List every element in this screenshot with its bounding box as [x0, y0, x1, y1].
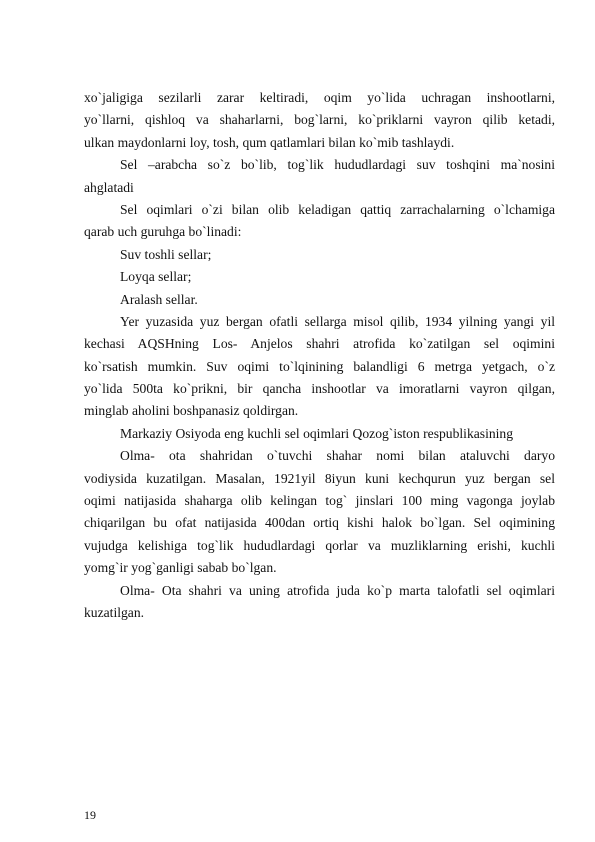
text-line: vujudga kelishiga tog`lik hududlardagi qorlar va muzliklarning erishi, kuchli [84, 537, 555, 553]
text-line: yo`lida 500ta ko`prikni, bir qancha inshootlar va imoratlarni vayron qilgan, [84, 381, 555, 397]
text-line: xo`jaligiga sezilarli zarar keltiradi, oqim yo`lida uchragan inshootlarni, [84, 90, 555, 105]
text-line: Loyqa sellar; [120, 269, 192, 285]
text-line: Sel oqimlari o`zi bilan olib keladigan qattiq zarrachalarning o`lchamiga [120, 201, 555, 217]
text-line: Olma- ota shahridan o`tuvchi shahar nomi bilan ataluvchi daryo [120, 448, 555, 464]
text-line: ahglatadi [84, 179, 134, 195]
text-line: chiqarilgan bu ofat natijasida 400dan ortiq kishi halok bo`lgan. Sel oqimining [84, 515, 555, 531]
text-line: yomg`ir yog`ganligi sabab bo`lgan. [84, 560, 277, 576]
text-line: vodiysida kuzatilgan. Masalan, 1921yil 8iyun kuni kechqurun yuz bergan sel [84, 470, 555, 486]
text-line: Suv toshli sellar; [120, 246, 212, 262]
text-line: Yer yuzasida yuz bergan ofatli sellarga misol qilib, 1934 yilning yangi yil [120, 313, 555, 329]
text-line: oqimi natijasida shaharga olib kelingan tog` jinslari 100 ming vagonga joylab [84, 493, 555, 509]
text-line: minglab aholini boshpanasiz qoldirgan. [84, 403, 299, 419]
text-line: Aralash sellar. [120, 291, 198, 307]
document-body [84, 87, 555, 624]
text-line: Olma- Ota shahri va uning atrofida juda ko`p marta talofatli sel oqimlari [120, 582, 555, 598]
text-line: ulkan maydonlarni loy, tosh, qum qatlamlari bilan ko`mib tashlaydi. [84, 134, 455, 150]
text-line: yo`llarni, qishloq va shaharlarni, bog`larni, ko`priklarni vayron qilib ketadi, [84, 112, 555, 128]
text-line: kuzatilgan. [84, 604, 145, 620]
text-line: kechasi AQSHning Los- Anjelos shahri atrofida ko`zatilgan sel oqimini [84, 336, 555, 352]
text-line: qarab uch guruhga bo`linadi: [84, 224, 242, 240]
text-line: ko`rsatish mumkin. Suv oqimi to`lqinining balandligi 6 metrga yetgach, o`z [84, 358, 555, 374]
page-number: 19 [84, 808, 96, 822]
text-line: Markaziy Osiyoda eng kuchli sel oqimlari Qozog`iston respublikasining [120, 425, 514, 441]
text-line: Sel –arabcha so`z bo`lib, tog`lik hududlardagi suv toshqini ma`nosini [120, 157, 555, 173]
